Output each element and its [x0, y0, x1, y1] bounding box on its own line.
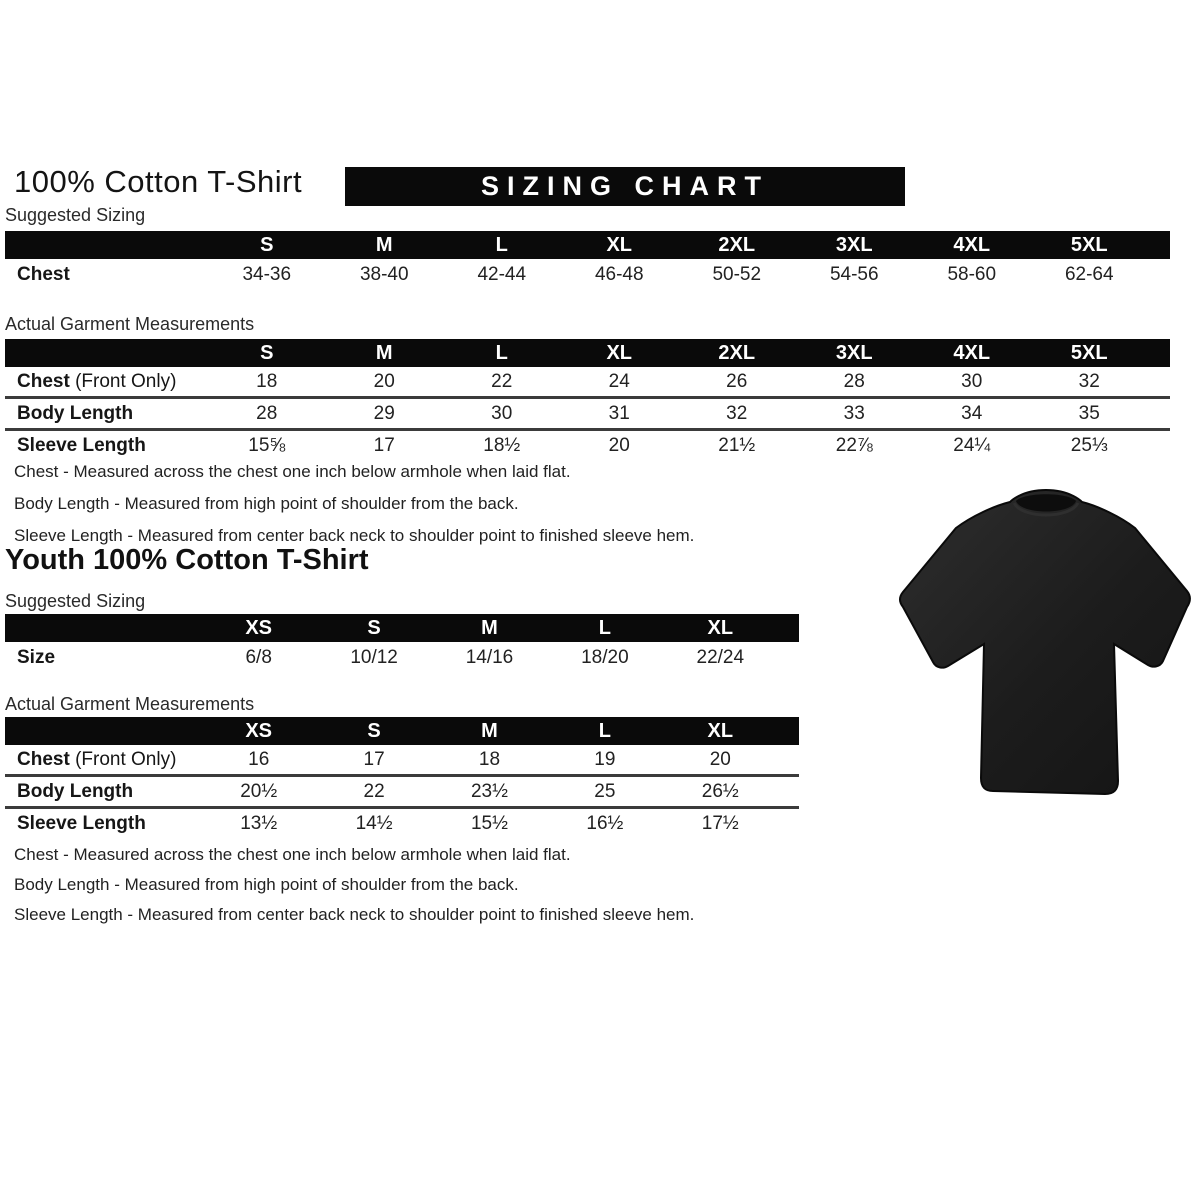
- row-label-text: Size: [17, 647, 56, 668]
- youth-suggested-table-wrap: [5, 614, 799, 674]
- measurement-cell: 16: [248, 748, 270, 770]
- measurement-cell: 15½: [432, 808, 547, 839]
- measurement-cell: 20: [709, 748, 731, 770]
- row-spacer: [1148, 430, 1170, 461]
- size-column-header: 5XL: [1031, 231, 1149, 259]
- size-column-header: XS: [201, 614, 316, 642]
- youth-suggested-sizing-label: Suggested Sizing: [5, 591, 146, 611]
- measurement-cell: 38-40: [359, 264, 409, 285]
- size-column-header: XS: [201, 717, 316, 745]
- size-column-header: S: [208, 231, 326, 259]
- header-spacer: [1148, 339, 1170, 367]
- youth-measurement-notes: [14, 840, 694, 930]
- measurement-note: Chest - Measured across the chest one inch below armhole when laid flat.: [14, 462, 571, 481]
- row-spacer: [778, 745, 799, 776]
- size-header-row: [5, 231, 1170, 259]
- size-column-header: L: [547, 717, 662, 745]
- measurement-note: Sleeve Length - Measured from center back neck to shoulder point to finished sleeve hem.: [14, 905, 695, 924]
- row-label: [5, 398, 208, 430]
- size-column-header: S: [208, 339, 326, 367]
- header-spacer: [778, 614, 799, 642]
- size-column-header: XL: [663, 614, 778, 642]
- adult-suggested-table-wrap: [5, 231, 1170, 291]
- measurement-cell: 17½: [663, 808, 778, 839]
- measurement-cell: 29: [326, 398, 444, 430]
- header-spacer: [1148, 231, 1170, 259]
- sizing-chart-banner: SIZING CHART: [345, 167, 905, 206]
- header-spacer: [5, 717, 201, 745]
- measurement-cell: 24: [608, 370, 630, 392]
- row-label: [5, 776, 201, 808]
- header-spacer: [5, 339, 208, 367]
- table-row: [5, 398, 1170, 430]
- row-label-text: Chest: [17, 748, 70, 770]
- size-column-header: L: [547, 614, 662, 642]
- size-column-header: XL: [663, 717, 778, 745]
- size-header-row: [5, 614, 799, 642]
- size-column-header: S: [316, 614, 431, 642]
- size-column-header: 2XL: [678, 339, 796, 367]
- measurement-cell: 20: [561, 430, 679, 461]
- measurement-note: Body Length - Measured from high point of shoulder from the back.: [14, 875, 519, 894]
- row-spacer: [1148, 259, 1170, 291]
- measurement-cell: 54-56: [829, 264, 879, 285]
- size-header-row: [5, 339, 1170, 367]
- measurement-cell: 25: [547, 776, 662, 808]
- adult-actual-measurements-label: Actual Garment Measurements: [5, 314, 255, 334]
- size-column-header: 3XL: [796, 339, 914, 367]
- measurement-cell: 17: [326, 430, 444, 461]
- row-spacer: [1148, 398, 1170, 430]
- adult-actual-table: [5, 339, 1170, 460]
- table-row: [5, 367, 1170, 398]
- row-label-text: Body Length: [17, 402, 134, 424]
- measurement-cell: 21½: [678, 430, 796, 461]
- measurement-cell: 18: [478, 748, 501, 770]
- row-spacer: [1148, 367, 1170, 398]
- measurement-cell: 26½: [663, 776, 778, 808]
- measurement-cell: 32: [1078, 370, 1100, 392]
- measurement-cell: 18: [256, 370, 278, 392]
- page-title: 100% Cotton T-Shirt: [14, 164, 303, 199]
- measurement-cell: 28: [208, 398, 326, 430]
- tshirt-silhouette: [900, 490, 1190, 794]
- table-row: [5, 259, 1170, 291]
- measurement-cell: 33: [796, 398, 914, 430]
- header-spacer: [5, 614, 201, 642]
- measurement-cell: 30: [961, 370, 983, 392]
- measurement-cell: 50-52: [712, 264, 762, 285]
- table-row: [5, 642, 799, 674]
- row-spacer: [778, 642, 799, 674]
- measurement-cell: 46-48: [594, 264, 644, 285]
- measurement-cell: 30: [443, 398, 561, 430]
- row-label: [5, 745, 201, 776]
- row-label-suffix: (Front Only): [69, 748, 177, 770]
- measurement-cell: 32: [678, 398, 796, 430]
- adult-suggested-sizing-label: Suggested Sizing: [5, 205, 146, 225]
- measurement-cell: 17: [363, 748, 385, 770]
- measurement-cell: 34: [913, 398, 1031, 430]
- measurement-cell: 31: [561, 398, 679, 430]
- row-spacer: [778, 776, 799, 808]
- row-label: [5, 367, 208, 398]
- row-label: [5, 808, 201, 839]
- measurement-cell: 35: [1031, 398, 1149, 430]
- measurement-cell: 24¼: [913, 430, 1031, 461]
- row-label-suffix: (Front Only): [69, 370, 177, 392]
- size-column-header: M: [432, 614, 547, 642]
- header-spacer: [778, 717, 799, 745]
- measurement-cell: 16½: [547, 808, 662, 839]
- measurement-cell: 13½: [201, 808, 316, 839]
- youth-actual-table: [5, 717, 799, 838]
- measurement-cell: 18/20: [581, 647, 629, 668]
- size-column-header: M: [326, 231, 444, 259]
- size-header-row: [5, 717, 799, 745]
- measurement-note: Body Length - Measured from high point of shoulder from the back.: [14, 494, 519, 513]
- adult-measurement-notes: [14, 456, 694, 552]
- measurement-cell: 25⅓: [1031, 430, 1149, 461]
- youth-suggested-table: [5, 614, 799, 674]
- row-label-text: Sleeve Length: [17, 434, 146, 456]
- measurement-note: Sleeve Length - Measured from center back neck to shoulder point to finished sleeve hem.: [14, 526, 695, 545]
- size-column-header: XL: [561, 339, 679, 367]
- size-column-header: L: [443, 339, 561, 367]
- measurement-cell: 22: [316, 776, 431, 808]
- measurement-cell: 10/12: [350, 647, 398, 668]
- size-column-header: XL: [561, 231, 679, 259]
- table-row: [5, 745, 799, 776]
- row-label-text: Sleeve Length: [17, 812, 146, 834]
- measurement-cell: 28: [843, 370, 865, 392]
- measurement-cell: 18½: [443, 430, 561, 461]
- measurement-cell: 62-64: [1064, 264, 1114, 285]
- measurement-cell: 20½: [201, 776, 316, 808]
- youth-actual-table-wrap: [5, 717, 799, 838]
- adult-actual-table-wrap: [5, 339, 1170, 460]
- measurement-cell: 58-60: [947, 264, 997, 285]
- youth-title: Youth 100% Cotton T-Shirt: [5, 544, 369, 576]
- size-column-header: 5XL: [1031, 339, 1149, 367]
- measurement-cell: 19: [594, 748, 616, 770]
- table-row: [5, 808, 799, 839]
- measurement-cell: 20: [373, 370, 395, 392]
- size-column-header: M: [326, 339, 444, 367]
- table-row: [5, 776, 799, 808]
- adult-suggested-table: [5, 231, 1170, 291]
- size-column-header: S: [316, 717, 431, 745]
- row-spacer: [778, 808, 799, 839]
- black-tshirt-photo: [895, 476, 1195, 802]
- row-label: [5, 642, 201, 674]
- size-column-header: 4XL: [913, 231, 1031, 259]
- size-column-header: M: [432, 717, 547, 745]
- row-label: [5, 259, 208, 291]
- size-column-header: L: [443, 231, 561, 259]
- size-column-header: 4XL: [913, 339, 1031, 367]
- measurement-cell: 23½: [432, 776, 547, 808]
- measurement-cell: 14½: [316, 808, 431, 839]
- measurement-cell: 6/8: [245, 647, 272, 668]
- row-label-text: Chest: [17, 264, 70, 285]
- row-label-text: Body Length: [17, 780, 134, 802]
- size-column-header: 3XL: [796, 231, 914, 259]
- measurement-cell: 22⅞: [796, 430, 914, 461]
- measurement-cell: 42-44: [477, 264, 527, 285]
- row-label-text: Chest: [17, 370, 70, 392]
- measurement-cell: 26: [726, 370, 748, 392]
- measurement-note: Chest - Measured across the chest one inch below armhole when laid flat.: [14, 845, 571, 864]
- measurement-cell: 14/16: [465, 647, 514, 668]
- measurement-cell: 15⅝: [208, 430, 326, 461]
- measurement-cell: 34-36: [242, 264, 292, 285]
- header-spacer: [5, 231, 208, 259]
- youth-actual-measurements-label: Actual Garment Measurements: [5, 694, 255, 714]
- size-column-header: 2XL: [678, 231, 796, 259]
- measurement-cell: 22: [491, 370, 513, 392]
- measurement-cell: 22/24: [696, 647, 745, 668]
